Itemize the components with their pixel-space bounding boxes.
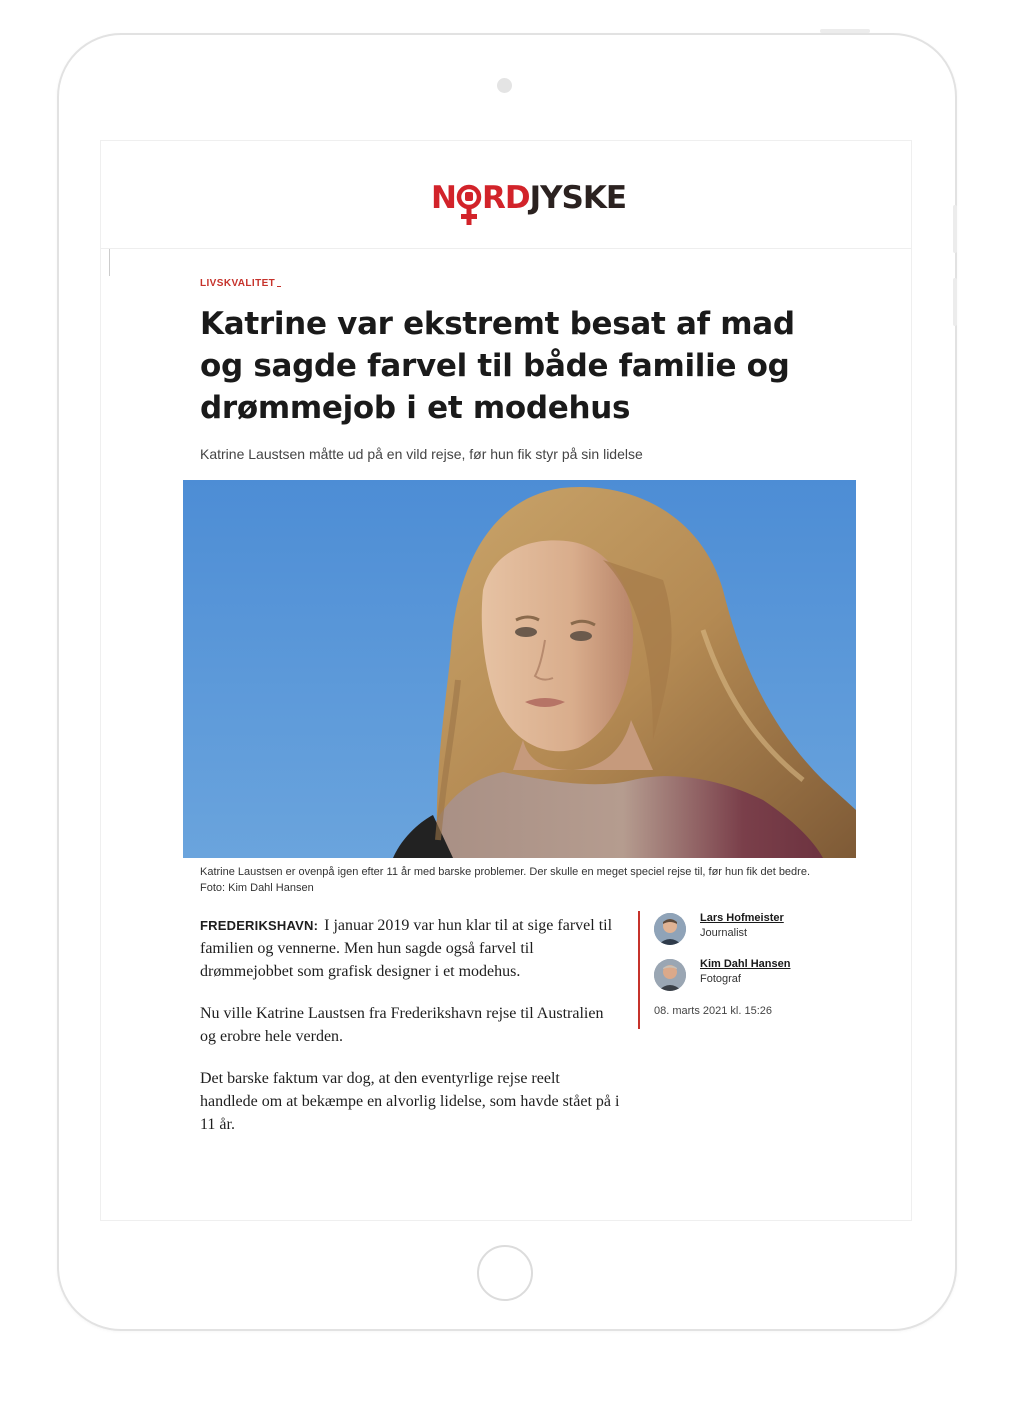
article-paragraph: Nu ville Katrine Laustsen fra Frederikshavn rejse til Australien og erobre hele verden. [200, 1005, 604, 1045]
divider [109, 249, 110, 276]
byline [638, 911, 854, 1029]
logo-letters-rd: RD [481, 180, 530, 216]
article-paragraph [200, 914, 620, 983]
logo-letters-jyske: JYSKE [529, 180, 627, 216]
article-screen [100, 140, 912, 1221]
author-entry [654, 957, 854, 1003]
avatar[interactable] [654, 913, 686, 945]
dateline: FREDERIKSHAVN: [200, 918, 319, 933]
site-logo[interactable] [431, 179, 626, 229]
avatar[interactable] [654, 959, 686, 991]
publish-date: 08. marts 2021 kl. 15:26 [654, 1005, 773, 1017]
author-role: Fotograf [700, 973, 741, 985]
home-button[interactable] [477, 1245, 533, 1301]
author-entry [654, 911, 854, 957]
author-name-link[interactable]: Lars Hofmeister [700, 912, 784, 924]
author-info [700, 911, 784, 941]
image-caption: Katrine Laustsen er ovenpå igen efter 11 år med barske problemer. Der skulle en meget speciel rejse til, før hun fik det bedre. Foto: Kim Dahl Hansen [200, 866, 811, 894]
power-button [820, 29, 870, 33]
article-subheadline: Katrine Laustsen måtte ud på en vild rejse, før hun fik styr på sin lidelse [200, 446, 643, 462]
camera-icon [497, 78, 512, 93]
article-body [200, 914, 620, 1155]
volume-button [953, 205, 957, 253]
logo-letter-n: N [431, 180, 456, 216]
hero-photo [183, 480, 856, 858]
author-role: Journalist [700, 927, 748, 939]
author-name-link[interactable]: Kim Dahl Hansen [700, 958, 791, 970]
category-label[interactable]: LIVSKVALITET [200, 278, 276, 289]
volume-button [953, 278, 957, 326]
author-info [700, 957, 790, 987]
site-header [101, 141, 911, 249]
article-paragraph: Det barske faktum var dog, at den eventyrlige rejse reelt handlede om at bekæmpe en alvorlig lidelse, som havde stået på i 11 år. [200, 1070, 620, 1133]
female-fist-symbol-icon [456, 179, 482, 217]
portrait-photo-illustration [183, 480, 856, 858]
paragraph-text: I januar 2019 var hun klar til at sige farvel til familien og vennerne. Men hun sagde også farvel til drømmejobbet som grafisk designer i et modehus. [200, 917, 613, 980]
divider [277, 286, 281, 287]
article-headline: Katrine var ekstremt besat af mad og sagde farvel til både familie og drømmejob i et modehus [200, 306, 795, 426]
